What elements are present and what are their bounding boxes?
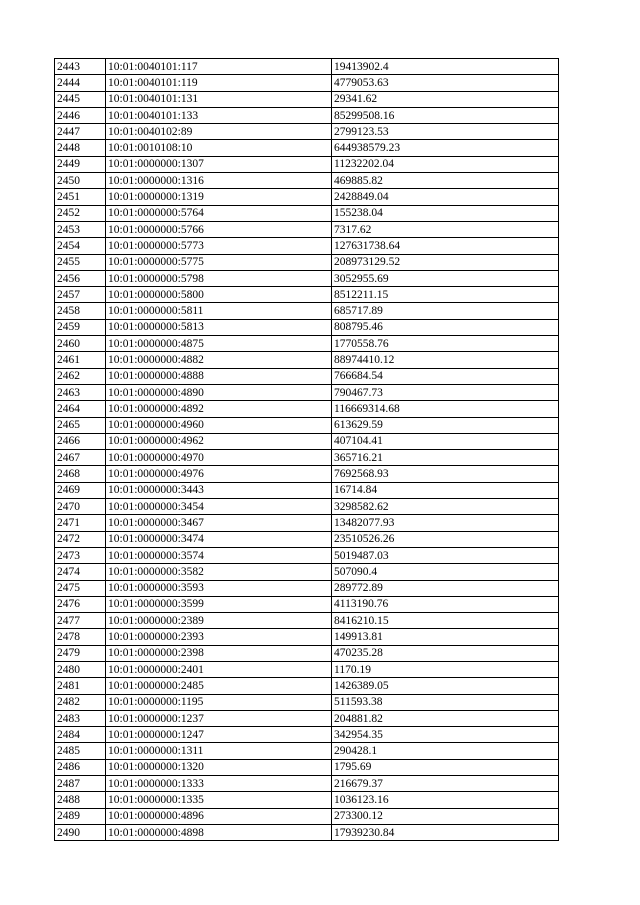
cadastral-number-cell: 10:01:0000000:2389 [106, 613, 332, 629]
table-row [55, 270, 559, 286]
table-row [55, 759, 559, 775]
cadastral-number-cell: 10:01:0000000:1247 [106, 727, 332, 743]
row-number-cell: 2481 [55, 678, 106, 694]
row-number-cell: 2471 [55, 515, 106, 531]
cadastral-number-cell: 10:01:0000000:3599 [106, 596, 332, 612]
cadastral-number-cell: 10:01:0040101:117 [106, 59, 332, 75]
value-cell: 365716.21 [332, 450, 559, 466]
table-row [55, 547, 559, 563]
value-cell: 7692568.93 [332, 466, 559, 482]
cadastral-number-cell: 10:01:0000000:1237 [106, 710, 332, 726]
value-cell: 19413902.4 [332, 59, 559, 75]
cadastral-number-cell: 10:01:0000000:4888 [106, 368, 332, 384]
value-cell: 290428.1 [332, 743, 559, 759]
value-cell: 685717.89 [332, 303, 559, 319]
cadastral-number-cell: 10:01:0000000:3454 [106, 499, 332, 515]
cadastral-number-cell: 10:01:0000000:5773 [106, 238, 332, 254]
row-number-cell: 2487 [55, 776, 106, 792]
cadastral-number-cell: 10:01:0040101:133 [106, 107, 332, 123]
row-number-cell: 2470 [55, 499, 106, 515]
cadastral-number-cell: 10:01:0000000:4970 [106, 450, 332, 466]
value-cell: 5019487.03 [332, 547, 559, 563]
cadastral-number-cell: 10:01:0000000:3582 [106, 564, 332, 580]
value-cell: 8416210.15 [332, 613, 559, 629]
value-cell: 342954.35 [332, 727, 559, 743]
row-number-cell: 2448 [55, 140, 106, 156]
row-number-cell: 2454 [55, 238, 106, 254]
table-row [55, 336, 559, 352]
value-cell: 808795.46 [332, 319, 559, 335]
cadastral-number-cell: 10:01:0000000:3474 [106, 531, 332, 547]
value-cell: 273300.12 [332, 808, 559, 824]
row-number-cell: 2474 [55, 564, 106, 580]
table-row [55, 189, 559, 205]
cadastral-number-cell: 10:01:0000000:5764 [106, 205, 332, 221]
value-cell: 1426389.05 [332, 678, 559, 694]
value-cell: 644938579.23 [332, 140, 559, 156]
value-cell: 790467.73 [332, 384, 559, 400]
table-row [55, 710, 559, 726]
row-number-cell: 2475 [55, 580, 106, 596]
row-number-cell: 2473 [55, 547, 106, 563]
table-row [55, 824, 559, 840]
row-number-cell: 2447 [55, 124, 106, 140]
row-number-cell: 2462 [55, 368, 106, 384]
table-row [55, 808, 559, 824]
cadastral-number-cell: 10:01:0000000:3467 [106, 515, 332, 531]
value-cell: 507090.4 [332, 564, 559, 580]
cadastral-number-cell: 10:01:0000000:1319 [106, 189, 332, 205]
table-row [55, 499, 559, 515]
value-cell: 4779053.63 [332, 75, 559, 91]
cadastral-number-cell: 10:01:0000000:1316 [106, 173, 332, 189]
value-cell: 4113190.76 [332, 596, 559, 612]
table-row [55, 238, 559, 254]
row-number-cell: 2472 [55, 531, 106, 547]
value-cell: 2799123.53 [332, 124, 559, 140]
row-number-cell: 2456 [55, 270, 106, 286]
cadastral-number-cell: 10:01:0000000:4976 [106, 466, 332, 482]
row-number-cell: 2477 [55, 613, 106, 629]
table-row [55, 417, 559, 433]
table-row [55, 352, 559, 368]
cadastral-number-cell: 10:01:0000000:3443 [106, 482, 332, 498]
table-row [55, 792, 559, 808]
cadastral-number-cell: 10:01:0000000:2401 [106, 661, 332, 677]
row-number-cell: 2480 [55, 661, 106, 677]
table-row [55, 564, 559, 580]
value-cell: 3052955.69 [332, 270, 559, 286]
row-number-cell: 2443 [55, 59, 106, 75]
cadastral-number-cell: 10:01:0040102:89 [106, 124, 332, 140]
table-row [55, 221, 559, 237]
cadastral-number-cell: 10:01:0000000:3574 [106, 547, 332, 563]
cadastral-number-cell: 10:01:0000000:4875 [106, 336, 332, 352]
cadastral-number-cell: 10:01:0000000:5811 [106, 303, 332, 319]
row-number-cell: 2478 [55, 629, 106, 645]
value-cell: 511593.38 [332, 694, 559, 710]
value-cell: 29341.62 [332, 91, 559, 107]
row-number-cell: 2464 [55, 401, 106, 417]
table-row [55, 678, 559, 694]
row-number-cell: 2486 [55, 759, 106, 775]
value-cell: 16714.84 [332, 482, 559, 498]
value-cell: 155238.04 [332, 205, 559, 221]
table-row [55, 124, 559, 140]
row-number-cell: 2484 [55, 727, 106, 743]
row-number-cell: 2463 [55, 384, 106, 400]
row-number-cell: 2490 [55, 824, 106, 840]
table-body [55, 59, 559, 841]
table-row [55, 368, 559, 384]
row-number-cell: 2469 [55, 482, 106, 498]
row-number-cell: 2444 [55, 75, 106, 91]
value-cell: 613629.59 [332, 417, 559, 433]
value-cell: 23510526.26 [332, 531, 559, 547]
row-number-cell: 2489 [55, 808, 106, 824]
cadastral-number-cell: 10:01:0000000:4892 [106, 401, 332, 417]
cadastral-number-cell: 10:01:0000000:5766 [106, 221, 332, 237]
table-row [55, 156, 559, 172]
row-number-cell: 2452 [55, 205, 106, 221]
table-row [55, 776, 559, 792]
cadastral-number-cell: 10:01:0000000:4882 [106, 352, 332, 368]
value-cell: 1036123.16 [332, 792, 559, 808]
row-number-cell: 2488 [55, 792, 106, 808]
value-cell: 204881.82 [332, 710, 559, 726]
row-number-cell: 2455 [55, 254, 106, 270]
table-row [55, 466, 559, 482]
table-row [55, 107, 559, 123]
table-row [55, 613, 559, 629]
row-number-cell: 2460 [55, 336, 106, 352]
row-number-cell: 2446 [55, 107, 106, 123]
table-row [55, 629, 559, 645]
cadastral-number-cell: 10:01:0000000:1333 [106, 776, 332, 792]
table-row [55, 140, 559, 156]
table-row [55, 515, 559, 531]
cadastral-value-table [54, 58, 559, 841]
cadastral-number-cell: 10:01:0000000:1335 [106, 792, 332, 808]
cadastral-number-cell: 10:01:0000000:3593 [106, 580, 332, 596]
row-number-cell: 2465 [55, 417, 106, 433]
table-row [55, 482, 559, 498]
row-number-cell: 2453 [55, 221, 106, 237]
row-number-cell: 2482 [55, 694, 106, 710]
value-cell: 3298582.62 [332, 499, 559, 515]
row-number-cell: 2483 [55, 710, 106, 726]
cadastral-number-cell: 10:01:0000000:2398 [106, 645, 332, 661]
value-cell: 289772.89 [332, 580, 559, 596]
value-cell: 17939230.84 [332, 824, 559, 840]
table-row [55, 727, 559, 743]
table-row [55, 580, 559, 596]
cadastral-number-cell: 10:01:0000000:4960 [106, 417, 332, 433]
table-row [55, 743, 559, 759]
table-row [55, 694, 559, 710]
row-number-cell: 2450 [55, 173, 106, 189]
cadastral-number-cell: 10:01:0000000:5775 [106, 254, 332, 270]
value-cell: 1795.69 [332, 759, 559, 775]
cadastral-number-cell: 10:01:0000000:1195 [106, 694, 332, 710]
table-row [55, 661, 559, 677]
table-row [55, 59, 559, 75]
value-cell: 88974410.12 [332, 352, 559, 368]
row-number-cell: 2451 [55, 189, 106, 205]
table-row [55, 287, 559, 303]
cadastral-number-cell: 10:01:0010108:10 [106, 140, 332, 156]
value-cell: 766684.54 [332, 368, 559, 384]
row-number-cell: 2476 [55, 596, 106, 612]
value-cell: 216679.37 [332, 776, 559, 792]
value-cell: 13482077.93 [332, 515, 559, 531]
cadastral-number-cell: 10:01:0000000:4890 [106, 384, 332, 400]
cadastral-number-cell: 10:01:0000000:2393 [106, 629, 332, 645]
row-number-cell: 2479 [55, 645, 106, 661]
value-cell: 149913.81 [332, 629, 559, 645]
table-row [55, 596, 559, 612]
table-row [55, 319, 559, 335]
table-row [55, 205, 559, 221]
row-number-cell: 2461 [55, 352, 106, 368]
table-row [55, 75, 559, 91]
row-number-cell: 2485 [55, 743, 106, 759]
table-row [55, 303, 559, 319]
cadastral-number-cell: 10:01:0040101:119 [106, 75, 332, 91]
cadastral-number-cell: 10:01:0000000:2485 [106, 678, 332, 694]
value-cell: 470235.28 [332, 645, 559, 661]
cadastral-number-cell: 10:01:0000000:1307 [106, 156, 332, 172]
table-row [55, 91, 559, 107]
row-number-cell: 2466 [55, 433, 106, 449]
cadastral-number-cell: 10:01:0000000:4896 [106, 808, 332, 824]
cadastral-number-cell: 10:01:0000000:1311 [106, 743, 332, 759]
value-cell: 8512211.15 [332, 287, 559, 303]
row-number-cell: 2458 [55, 303, 106, 319]
cadastral-number-cell: 10:01:0040101:131 [106, 91, 332, 107]
cadastral-number-cell: 10:01:0000000:1320 [106, 759, 332, 775]
table-row [55, 433, 559, 449]
cadastral-number-cell: 10:01:0000000:5813 [106, 319, 332, 335]
cadastral-number-cell: 10:01:0000000:5800 [106, 287, 332, 303]
table-row [55, 531, 559, 547]
value-cell: 407104.41 [332, 433, 559, 449]
table-row [55, 254, 559, 270]
value-cell: 1770558.76 [332, 336, 559, 352]
value-cell: 127631738.64 [332, 238, 559, 254]
table-row [55, 384, 559, 400]
value-cell: 11232202.04 [332, 156, 559, 172]
row-number-cell: 2457 [55, 287, 106, 303]
row-number-cell: 2445 [55, 91, 106, 107]
table-row [55, 401, 559, 417]
row-number-cell: 2468 [55, 466, 106, 482]
table-row [55, 173, 559, 189]
value-cell: 1170.19 [332, 661, 559, 677]
row-number-cell: 2449 [55, 156, 106, 172]
value-cell: 7317.62 [332, 221, 559, 237]
cadastral-number-cell: 10:01:0000000:5798 [106, 270, 332, 286]
value-cell: 469885.82 [332, 173, 559, 189]
table-row [55, 450, 559, 466]
table-row [55, 645, 559, 661]
value-cell: 208973129.52 [332, 254, 559, 270]
value-cell: 2428849.04 [332, 189, 559, 205]
value-cell: 116669314.68 [332, 401, 559, 417]
cadastral-number-cell: 10:01:0000000:4898 [106, 824, 332, 840]
cadastral-number-cell: 10:01:0000000:4962 [106, 433, 332, 449]
row-number-cell: 2459 [55, 319, 106, 335]
row-number-cell: 2467 [55, 450, 106, 466]
value-cell: 85299508.16 [332, 107, 559, 123]
